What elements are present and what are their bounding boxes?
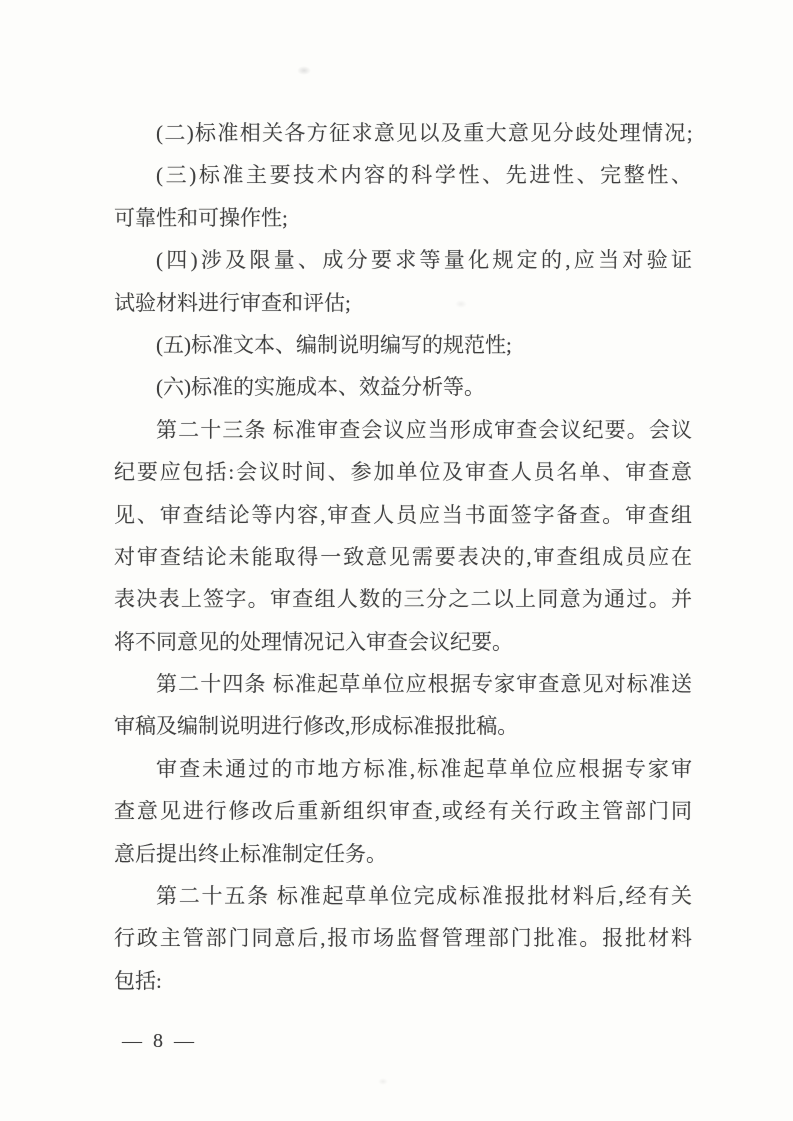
text-line: 将不同意见的处理情况记入审查会议纪要。 [114, 629, 513, 654]
text-line: 可靠性和可操作性; [114, 205, 288, 230]
text-line: 第二十五条 标准起草单位完成标准报批材料后,经有关 [156, 884, 692, 909]
text-line: (三)标准主要技术内容的科学性、先进性、完整性、 [156, 163, 692, 188]
text-line: 意后提出终止标准制定任务。 [114, 841, 387, 866]
text-line: (二)标准相关各方征求意见以及重大意见分歧处理情况; [156, 121, 692, 145]
text-line: 审查未通过的市地方标准,标准起草单位应根据专家审 [156, 756, 692, 781]
text-line: 纪要应包括:会议时间、参加单位及审查人员名单、审查意 [114, 460, 692, 485]
text-line: (四)涉及限量、成分要求等量化规定的,应当对验证 [156, 248, 692, 273]
text-line: 试验材料进行审查和评估; [114, 290, 351, 315]
text-block [114, 112, 692, 1002]
text-line: 见、审查结论等内容,审查人员应当书面签字备查。审查组 [114, 502, 692, 527]
page-number: — 8 — [122, 1030, 197, 1052]
text-line: 对审查结论未能取得一致意见需要表决的,审查组成员应在 [114, 544, 692, 569]
text-line: 表决表上签字。审查组人数的三分之二以上同意为通过。并 [114, 587, 692, 612]
text-line: 第二十三条 标准审查会议应当形成审查会议纪要。会议 [156, 417, 692, 442]
text-line: (五)标准文本、编制说明编写的规范性; [156, 332, 512, 357]
text-line: 包括: [114, 968, 162, 993]
text-line: 第二十四条 标准起草单位应根据专家审查意见对标准送 [156, 672, 692, 697]
scan-speckle [378, 1078, 388, 1085]
text-line: 查意见进行修改后重新组织审查,或经有关行政主管部门同 [114, 799, 692, 824]
scan-speckle [297, 66, 311, 75]
text-line: 审稿及编制说明进行修改,形成标准报批稿。 [114, 714, 519, 739]
text-line: (六)标准的实施成本、效益分析等。 [156, 375, 485, 400]
text-line: 行政主管部门同意后,报市场监督管理部门批准。报批材料 [114, 926, 692, 951]
